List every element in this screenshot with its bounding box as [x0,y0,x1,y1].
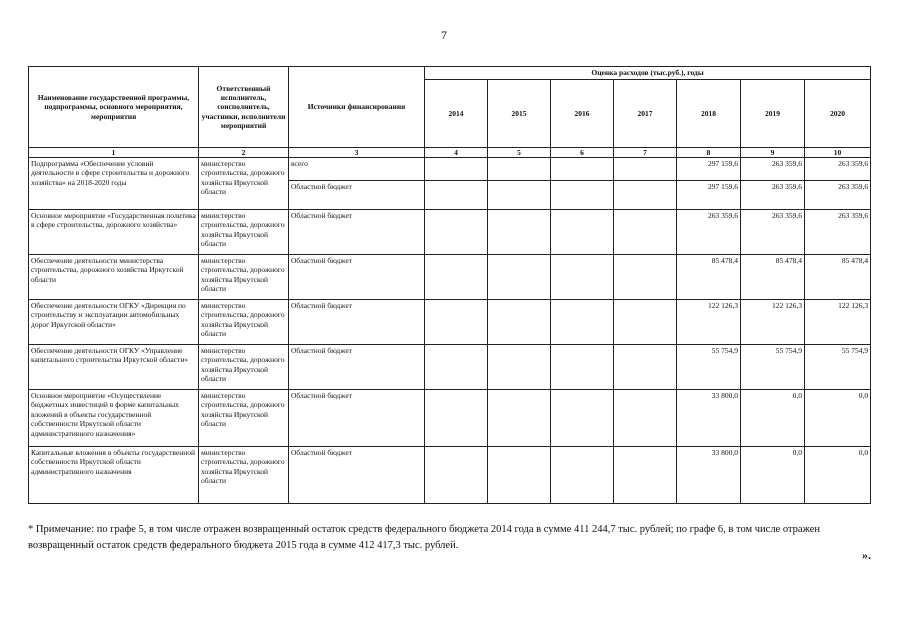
row-name: Основное мероприятие «Государственная политика в сфере строительства, дорожного хозяйства» [29,210,199,255]
column-number: 6 [551,148,614,158]
cell-2016 [551,447,614,504]
cell-2019: 0,0 [741,447,805,504]
cell-2019: 263 359,6 [741,158,805,181]
cell-2017 [614,345,677,390]
header-year: 2015 [488,80,551,148]
row-source: всего [289,158,425,181]
table-row [29,158,871,181]
row-responsible: министерство строительства, дорожного хозяйства Иркутской области [199,447,289,504]
cell-2014 [425,300,488,345]
column-number: 7 [614,148,677,158]
closing-quote: ». [862,548,871,562]
row-name: Подпрограмма «Обеспечение условий деятельности в сфере строительства и дорожного хозяйства» на 2018-2020 годы [29,158,199,210]
cell-2016 [551,300,614,345]
cell-2017 [614,390,677,447]
row-source: Областной бюджет [289,447,425,504]
row-source: Областной бюджет [289,345,425,390]
cell-2020: 263 359,6 [805,210,871,255]
header-year: 2014 [425,80,488,148]
row-name: Основное мероприятие «Осуществление бюджетных инвестиций в форме капитальных вложений в объекты государственной собственности Иркутской области административного назначения» [29,390,199,447]
cell-2015 [488,181,551,210]
header-sources: Источники финансирования [289,67,425,148]
table-row [29,447,871,504]
cell-2016 [551,345,614,390]
footnote: * Примечание: по графе 5, в том числе отражен возвращенный остаток средств федерального бюджета 2014 года в сумме 411 244,7 тыс. рублей; по графе 6, в том числе отражен возвращенный остаток средств федерального бюджета 2015 года в сумме 412 417,3 тыс. рублей. [28,524,820,551]
column-number: 1 [29,148,199,158]
table-row [29,300,871,345]
cell-2017 [614,255,677,300]
cell-2015 [488,300,551,345]
cell-2016 [551,181,614,210]
cell-2015 [488,390,551,447]
budget-table [28,66,871,504]
cell-2018: 33 800,0 [677,390,741,447]
cell-2017 [614,300,677,345]
table-row [29,255,871,300]
cell-2018: 122 126,3 [677,300,741,345]
cell-2020: 0,0 [805,390,871,447]
cell-2018: 55 754,9 [677,345,741,390]
row-source: Областной бюджет [289,181,425,210]
row-responsible: министерство строительства, дорожного хозяйства Иркутской области [199,210,289,255]
cell-2015 [488,158,551,181]
row-source: Областной бюджет [289,210,425,255]
cell-2020: 122 126,3 [805,300,871,345]
header-year: 2018 [677,80,741,148]
cell-2020: 0,0 [805,447,871,504]
row-responsible: министерство строительства, дорожного хозяйства Иркутской области [199,158,289,210]
cell-2015 [488,447,551,504]
cell-2019: 55 754,9 [741,345,805,390]
row-name: Капитальные вложения в объекты государственной собственности Иркутской области административного назначения [29,447,199,504]
cell-2020: 55 754,9 [805,345,871,390]
cell-2014 [425,345,488,390]
row-name: Обеспечение деятельности министерства строительства, дорожного хозяйства Иркутской области [29,255,199,300]
cell-2020: 263 359,6 [805,181,871,210]
cell-2020: 263 359,6 [805,158,871,181]
header-year: 2016 [551,80,614,148]
cell-2014 [425,447,488,504]
cell-2018: 85 478,4 [677,255,741,300]
cell-2017 [614,447,677,504]
cell-2014 [425,255,488,300]
cell-2017 [614,181,677,210]
cell-2019: 85 478,4 [741,255,805,300]
column-number: 3 [289,148,425,158]
cell-2015 [488,255,551,300]
row-source: Областной бюджет [289,255,425,300]
cell-2014 [425,158,488,181]
column-number-row [29,148,871,158]
column-number: 10 [805,148,871,158]
cell-2014 [425,210,488,255]
cell-2014 [425,181,488,210]
cell-2020: 85 478,4 [805,255,871,300]
table-row [29,390,871,447]
header-responsible: Ответственный исполнитель, соисполнитель, участники, исполнители мероприятий [199,67,289,148]
cell-2017 [614,210,677,255]
row-name: Обеспечение деятельности ОГКУ «Дирекция по строительству и эксплуатации автомобильных дорог Иркутской области» [29,300,199,345]
column-number: 2 [199,148,289,158]
cell-2019: 0,0 [741,390,805,447]
table-row [29,345,871,390]
row-responsible: министерство строительства, дорожного хозяйства Иркутской области [199,300,289,345]
column-number: 5 [488,148,551,158]
cell-2018: 297 159,6 [677,181,741,210]
cell-2015 [488,210,551,255]
table-row [29,210,871,255]
row-source: Областной бюджет [289,390,425,447]
cell-2014 [425,390,488,447]
cell-2016 [551,158,614,181]
cell-2015 [488,345,551,390]
cell-2019: 263 359,6 [741,181,805,210]
cell-2018: 263 359,6 [677,210,741,255]
header-year: 2020 [805,80,871,148]
header-costs: Оценка расходов (тыс.руб.), годы [425,67,871,80]
page-number: 7 [441,28,447,42]
header-year: 2019 [741,80,805,148]
column-number: 8 [677,148,741,158]
row-responsible: министерство строительства, дорожного хозяйства Иркутской области [199,390,289,447]
row-source: Областной бюджет [289,300,425,345]
column-number: 4 [425,148,488,158]
cell-2017 [614,158,677,181]
cell-2016 [551,390,614,447]
header-year: 2017 [614,80,677,148]
cell-2016 [551,255,614,300]
cell-2016 [551,210,614,255]
cell-2019: 263 359,6 [741,210,805,255]
cell-2018: 297 159,6 [677,158,741,181]
row-responsible: министерство строительства, дорожного хозяйства Иркутской области [199,345,289,390]
cell-2019: 122 126,3 [741,300,805,345]
column-number: 9 [741,148,805,158]
row-responsible: министерство строительства, дорожного хозяйства Иркутской области [199,255,289,300]
row-name: Обеспечение деятельности ОГКУ «Управление капитального строительства Иркутской области» [29,345,199,390]
cell-2018: 33 800,0 [677,447,741,504]
header-name: Наименование государственной программы, подпрограммы, основного мероприятия, мероприятия [29,67,199,148]
